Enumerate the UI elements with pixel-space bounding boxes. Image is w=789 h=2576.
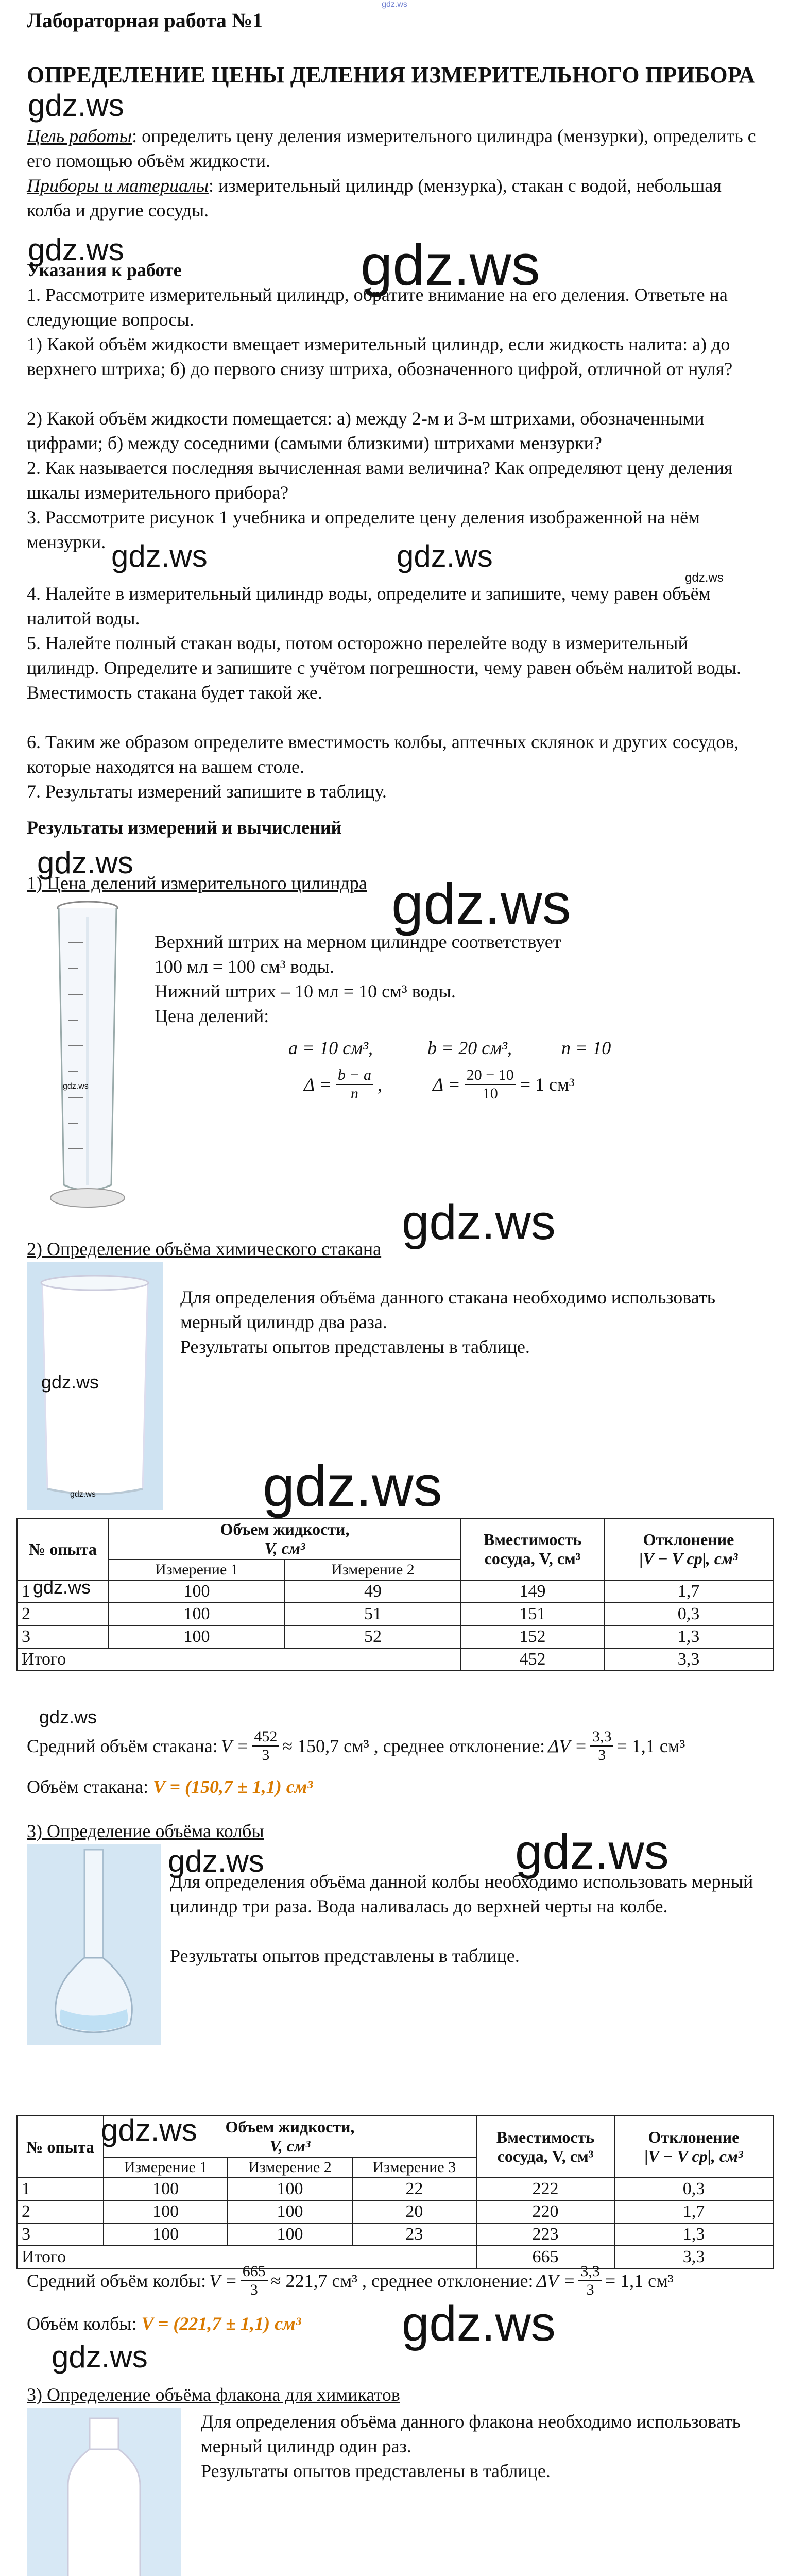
delta-lhs: Δ = [433, 1074, 460, 1095]
top-watermark-tag: gdz.ws [382, 0, 407, 9]
section2-title: 2) Определение объёма химического стакана [27, 1239, 382, 1259]
dv-symbol: ΔV = [548, 1736, 587, 1756]
instructions-item: 1) Какой объём жидкости вмещает измерительный цилиндр, если жидкость налита: а) до верхнего штриха; б) до первого снизу штриха, обозначенного цифрой, отличной от нуля? [27, 334, 733, 379]
fraction [336, 1066, 373, 1103]
delta-lhs: Δ = [304, 1074, 332, 1095]
cell: 2 [17, 1603, 109, 1625]
fraction-numerator: b − a [336, 1066, 373, 1085]
s2-line1: Для определения объёма данного стакана необходимо использовать мерный цилиндр два раза. [180, 1287, 715, 1332]
watermark: gdz.ws [397, 539, 493, 573]
s1-n-value: n = 10 [561, 1038, 611, 1058]
th-deviation-unit: |V − V ср|, см³ [644, 2147, 743, 2165]
beaker-table [16, 1518, 774, 1671]
cell: 100 [109, 1625, 285, 1648]
fraction [252, 1728, 279, 1764]
v-symbol: V = [209, 2270, 237, 2291]
result-label: Объём колбы: [27, 2313, 142, 2334]
instructions-item: 1. Рассмотрите измерительный цилиндр, обратите внимание на его деления. Ответьте на следующие вопросы. [27, 284, 728, 330]
intro-goal [27, 124, 763, 173]
instructions-item: 2) Какой объём жидкости помещается: а) между 2-м и 3-м штрихами, обозначенными цифрами; б) между соседними (самыми близкими) штрихами мензурки? [27, 408, 705, 453]
section4-title: 3) Определение объёма флакона для химикатов [27, 2384, 400, 2405]
total-capacity: 452 [461, 1648, 604, 1671]
main-title: ОПРЕДЕЛЕНИЕ ЦЕНЫ ДЕЛЕНИЯ ИЗМЕРИТЕЛЬНОГО ПРИБОРА [27, 62, 756, 88]
cell: 49 [285, 1580, 461, 1603]
total-deviation: 3,3 [614, 2246, 773, 2268]
fraction-numerator: 3,3 [578, 2263, 602, 2281]
table-total-row [17, 1648, 773, 1671]
fraction-denominator: 3 [586, 2281, 594, 2298]
cell: 2 [17, 2200, 104, 2223]
s1-a-value: a = 10 см³, [288, 1038, 373, 1058]
instructions-item: 3. Рассмотрите рисунок 1 учебника и определите цену деления изображенной на нём мензурки. [27, 507, 700, 552]
th-volume [109, 1518, 461, 1560]
th-volume-label: Объем жидкости, [225, 2117, 355, 2136]
watermark: gdz.ws [391, 872, 571, 936]
total-label: Итого [17, 2246, 476, 2268]
fraction-denominator: n [350, 1085, 358, 1102]
dv-symbol: ΔV = [536, 2270, 576, 2291]
fraction-denominator: 3 [598, 1747, 606, 1764]
cell: 3 [17, 1625, 109, 1648]
cell: 100 [109, 1603, 285, 1625]
s1-line1: Верхний штрих на мерном цилиндре соответствует [155, 931, 561, 952]
s1-formula2 [433, 1061, 575, 1108]
watermark: gdz.ws [28, 88, 124, 123]
cell: 0,3 [614, 2178, 773, 2200]
th-deviation-unit: |V − V ср|, см³ [639, 1549, 738, 1568]
avg-result: ≈ 150,7 см³ , среднее отклонение: [282, 1736, 545, 1756]
cell: 51 [285, 1603, 461, 1625]
watermark: gdz.ws [52, 2340, 148, 2374]
th-m1: Измерение 1 [109, 1560, 285, 1580]
cell: 100 [228, 2200, 352, 2223]
instructions-item: 2. Как называется последняя вычисленная вами величина? Как определяют цену деления шкалы измерительного прибора? [27, 457, 733, 503]
fraction-numerator: 3,3 [590, 1728, 614, 1747]
th-deviation-label: Отклонение [648, 2128, 740, 2146]
s3-line1: Для определения объёма данной колбы необходимо использовать мерный цилиндр три раза. Вода наливалась до верхней черты на колбе. [170, 1871, 753, 1917]
watermark: gdz.ws [402, 1195, 556, 1250]
v-symbol: V = [220, 1736, 249, 1756]
section1-title: 1) Цена делений измерительного цилиндра [27, 873, 367, 893]
cell: 52 [285, 1625, 461, 1648]
cell: 3 [17, 2223, 104, 2246]
cell: 100 [104, 2178, 228, 2200]
s4-line1: Для определения объёма данного флакона необходимо использовать мерный цилиндр один раз. [201, 2411, 741, 2456]
table-row [17, 2223, 773, 2246]
cell: 1,3 [604, 1625, 773, 1648]
s2-line2: Результаты опытов представлены в таблице. [180, 1336, 530, 1357]
th-volume-unit: V, см³ [269, 2137, 311, 2155]
avg-label: Средний объём стакана: [27, 1736, 218, 1756]
total-capacity: 665 [476, 2246, 614, 2268]
intro-materials [27, 173, 763, 223]
fraction-denominator: 10 [482, 1085, 498, 1102]
th-volume-label: Объем жидкости, [220, 1520, 350, 1538]
vial-image [27, 2408, 181, 2576]
materials-text: : измерительный цилиндр (мензурка), стакан с водой, небольшая колба и другие сосуды. [27, 175, 722, 221]
cell: 22 [352, 2178, 476, 2200]
s1-line3: Нижний штрих – 10 мл = 10 см³ воды. [155, 981, 456, 1002]
goal-label: Цель работы [27, 126, 132, 146]
fraction-numerator: 20 − 10 [465, 1066, 516, 1085]
cell: 151 [461, 1603, 604, 1625]
watermark: gdz.ws [515, 1824, 669, 1879]
watermark: gdz.ws [63, 1082, 89, 1091]
table-row [17, 2200, 773, 2223]
th-deviation [604, 1518, 773, 1580]
cell: 100 [104, 2200, 228, 2223]
s4-line2: Результаты опытов представлены в таблице. [201, 2461, 551, 2481]
th-num: № опыта [17, 2116, 104, 2178]
fraction-numerator: 452 [252, 1728, 279, 1747]
th-m3: Измерение 3 [352, 2157, 476, 2178]
cell: 1,7 [614, 2200, 773, 2223]
watermark: gdz.ws [39, 1706, 97, 1727]
cell: 20 [352, 2200, 476, 2223]
cell: 220 [476, 2200, 614, 2223]
result-value: V = (221,7 ± 1,1) см³ [141, 2313, 301, 2334]
th-num: № опыта [17, 1518, 109, 1580]
total-label: Итого [17, 1648, 461, 1671]
table-row [17, 1625, 773, 1648]
table-row [17, 1580, 773, 1603]
cell: 0,3 [604, 1603, 773, 1625]
th-capacity: Вместимость сосуда, V, см³ [461, 1518, 604, 1580]
cell: 223 [476, 2223, 614, 2246]
instructions-heading: Указания к работе [27, 260, 182, 280]
cell: 149 [461, 1580, 604, 1603]
watermark: gdz.ws [402, 2296, 556, 2351]
watermark: gdz.ws [101, 2113, 197, 2147]
watermark: gdz.ws [685, 571, 724, 585]
watermark: gdz.ws [168, 1844, 264, 1878]
fraction-denominator: 3 [262, 1747, 270, 1764]
th-m2: Измерение 2 [285, 1560, 461, 1580]
flask-image [27, 1844, 161, 2045]
instructions-item: 6. Таким же образом определите вместимость колбы, аптечных склянок и других сосудов, которые находятся на вашем столе. [27, 732, 739, 777]
section3-title: 3) Определение объёма колбы [27, 1821, 264, 1841]
instructions-item: 4. Налейте в измерительный цилиндр воды, определите и запишите, чему равен объём налитой воды. [27, 583, 711, 629]
cell: 1 [17, 2178, 104, 2200]
cell: 1,7 [604, 1580, 773, 1603]
s1-line2: 100 мл = 100 см³ воды. [155, 956, 334, 977]
cell: 100 [228, 2178, 352, 2200]
total-deviation: 3,3 [604, 1648, 773, 1671]
cell: 1 [17, 1580, 109, 1603]
result-label: Объём стакана: [27, 1776, 153, 1797]
table-row [17, 2178, 773, 2200]
watermark: gdz.ws [28, 232, 124, 267]
avg-label: Средний объём колбы: [27, 2270, 207, 2291]
cell: 23 [352, 2223, 476, 2246]
th-volume-unit: V, см³ [264, 1539, 305, 1557]
cell: 1,3 [614, 2223, 773, 2246]
th-deviation [614, 2116, 773, 2178]
cell: 100 [104, 2223, 228, 2246]
materials-label: Приборы и материалы [27, 175, 209, 196]
watermark: gdz.ws [263, 1454, 442, 1518]
result-value: V = (150,7 ± 1,1) см³ [153, 1776, 313, 1797]
s1-formula1 [304, 1061, 382, 1108]
avg-result: ≈ 221,7 см³ , среднее отклонение: [270, 2270, 534, 2291]
graduated-cylinder-image [27, 896, 145, 1216]
formula-result: = 1 см³ [520, 1074, 575, 1095]
watermark: gdz.ws [41, 1371, 99, 1393]
beaker-image [27, 1262, 163, 1510]
instructions-item: 5. Налейте полный стакан воды, потом осторожно перелейте воду в измерительный цилиндр. Определите и запишите с учётом погрешности, чему равен объём налитой воды. Вместимость стакана будет такой же. [27, 633, 742, 703]
th-m2: Измерение 2 [228, 2157, 352, 2178]
s1-b-value: b = 20 см³, [427, 1038, 512, 1058]
cell: 152 [461, 1625, 604, 1648]
goal-text: : определить цену деления измерительного цилиндра (мензурки), определить с его помощью объём жидкости. [27, 126, 756, 171]
table-row [17, 1603, 773, 1625]
s1-line4: Цена делений: [155, 1006, 269, 1026]
cell: 222 [476, 2178, 614, 2200]
s3-result [27, 2311, 301, 2336]
watermark: gdz.ws [70, 1490, 96, 1499]
lab-title: Лабораторная работа №1 [27, 9, 263, 32]
dv-result: = 1,1 см³ [616, 1736, 685, 1756]
watermark: gdz.ws [361, 233, 540, 297]
watermark: gdz.ws [33, 1577, 91, 1598]
th-capacity: Вместимость сосуда, V, см³ [476, 2116, 614, 2178]
fraction [241, 2263, 268, 2299]
watermark: gdz.ws [37, 845, 133, 880]
fraction-numerator: 665 [241, 2263, 268, 2281]
cell: 100 [109, 1580, 285, 1603]
s2-result [27, 1774, 313, 1799]
cell: 100 [228, 2223, 352, 2246]
th-m1: Измерение 1 [104, 2157, 228, 2178]
fraction [590, 1728, 614, 1764]
instructions-item: 7. Результаты измерений запишите в таблицу. [27, 781, 387, 802]
fraction [465, 1066, 516, 1103]
s2-average-line [27, 1728, 685, 1764]
s3-line2: Результаты опытов представлены в таблице. [170, 1945, 520, 1966]
fraction [578, 2263, 602, 2299]
comma: , [378, 1074, 383, 1095]
watermark: gdz.ws [111, 539, 208, 573]
fraction-denominator: 3 [250, 2281, 258, 2298]
th-deviation-label: Отклонение [643, 1530, 734, 1549]
results-heading: Результаты измерений и вычислений [27, 817, 342, 838]
s3-average-line [27, 2263, 674, 2299]
dv-result: = 1,1 см³ [605, 2270, 674, 2291]
